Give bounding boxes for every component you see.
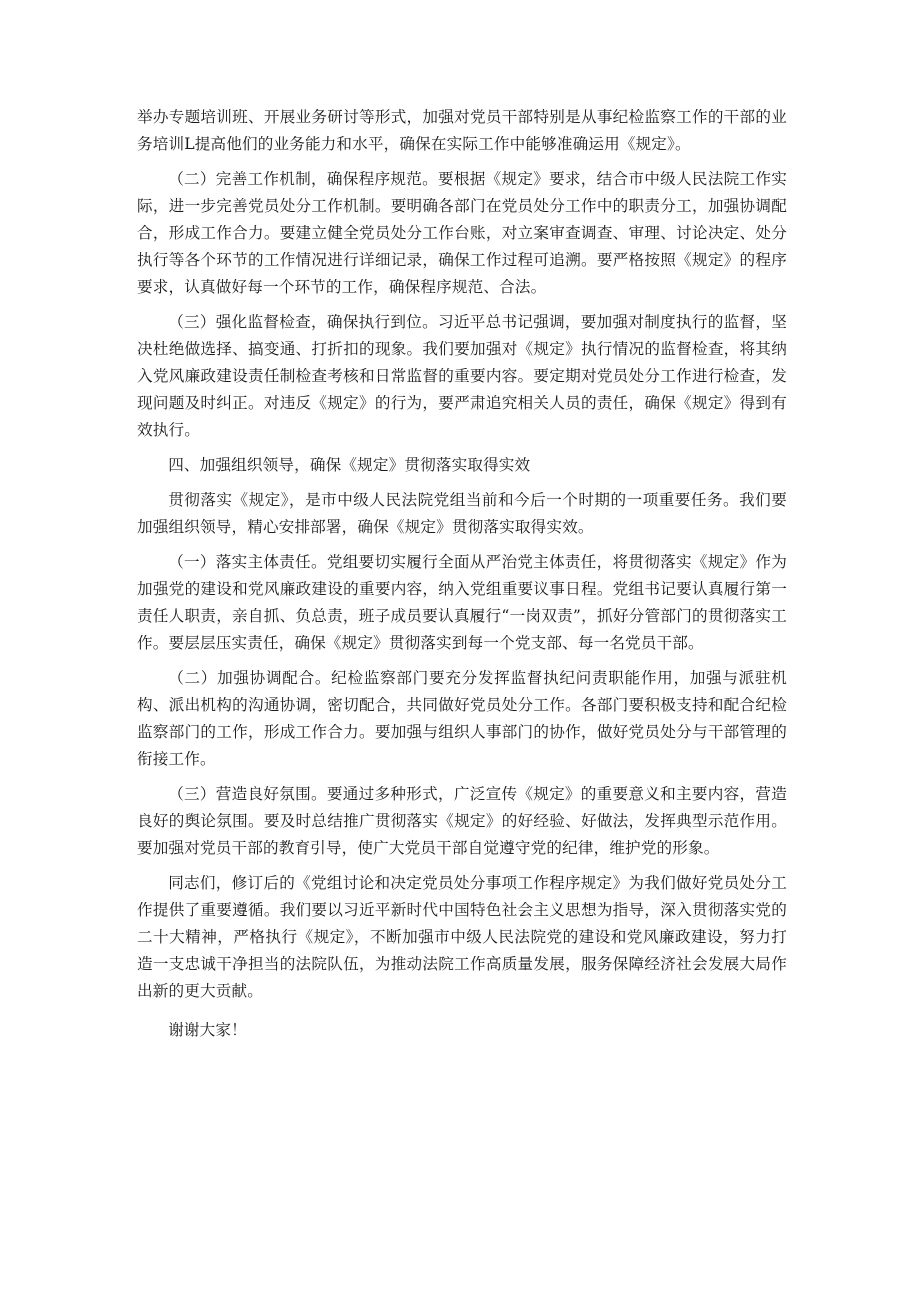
section-heading-organization: 四、加强组织领导，确保《规定》贯彻落实取得实效 <box>168 456 531 474</box>
paragraph-atmosphere: （三）营造良好氛围。要通过多种形式，广泛宣传《规定》的重要意义和主要内容，营造良好的舆论氛围。要及时总结推广贯彻落实《规定》的好经验、好做法，发挥典型示范作用。要加强对党员干部的教育引导，使广大党员干部自觉遵守党的纪律，维护党的形象。 <box>137 785 787 857</box>
paragraph-supervision: （三）强化监督检查，确保执行到位。习近平总书记强调，要加强对制度执行的监督，坚决杜绝做选择、搞变通、打折扣的现象。我们要加强对《规定》执行情况的监督检查，将其纳入党风廉政建设责任制检查考核和日常监督的重要内容。要定期对党员处分工作进行检查，发现问题及时纠正。对违反《规定》的行为，要严肃追究相关人员的责任，确保《规定》得到有效执行。 <box>137 313 787 439</box>
paragraph-main-responsibility: （一）落实主体责任。党组要切实履行全面从严治党主体责任，将贯彻落实《规定》作为加强党的建设和党风廉政建设的重要内容，纳入党组重要议事日程。党组书记要认真履行第一责任人职责，亲自抓、负总责，班子成员要认真履行“一岗双责”，抓好分管部门的贯彻落实工作。要层层压实责任，确保《规定》贯彻落实到每一个党支部、每一名党员干部。 <box>137 553 787 652</box>
document-page <box>137 104 787 1044</box>
paragraph-thanks: 谢谢大家！ <box>168 1021 247 1039</box>
paragraph-coordination: （二）加强协调配合。纪检监察部门要充分发挥监督执纪问责职能作用，加强与派驻机构、派出机构的沟通协调，密切配合，共同做好党员处分工作。各部门要积极支持和配合纪检监察部门的工作，形成工作合力。要加强与组织人事部门的协作，做好党员处分与干部管理的衔接工作。 <box>137 669 787 768</box>
paragraph-implementation: 贯彻落实《规定》，是市中级人民法院党组当前和今后一个时期的一项重要任务。我们要加强组织领导，精心安排部署，确保《规定》贯彻落实取得实效。 <box>137 491 787 536</box>
paragraph-work-mechanism: （二）完善工作机制，确保程序规范。要根据《规定》要求，结合市中级人民法院工作实际，进一步完善党员处分工作机制。要明确各部门在党员处分工作中的职责分工，加强协调配合，形成工作合力。要建立健全党员处分工作台账，对立案审查调查、审理、讨论决定、处分执行等各个环节的工作情况进行详细记录，确保工作过程可追溯。要严格按照《规定》的程序要求，认真做好每一个环节的工作，确保程序规范、合法。 <box>137 170 787 296</box>
paragraph-conclusion: 同志们，修订后的《党组讨论和决定党员处分事项工作程序规定》为我们做好党员处分工作提供了重要遵循。我们要以习近平新时代中国特色社会主义思想为指导，深入贯彻落实党的二十大精神，严格执行《规定》，不断加强市中级人民法院党的建设和党风廉政建设，努力打造一支忠诚干净担当的法院队伍，为推动法院工作高质量发展，服务保障经济社会发展大局作出新的更大贡献。 <box>137 874 787 1000</box>
paragraph-training: 举办专题培训班、开展业务研讨等形式，加强对党员干部特别是从事纪检监察工作的干部的业务培训L提高他们的业务能力和水平，确保在实际工作中能够准确运用《规定》。 <box>137 108 787 153</box>
